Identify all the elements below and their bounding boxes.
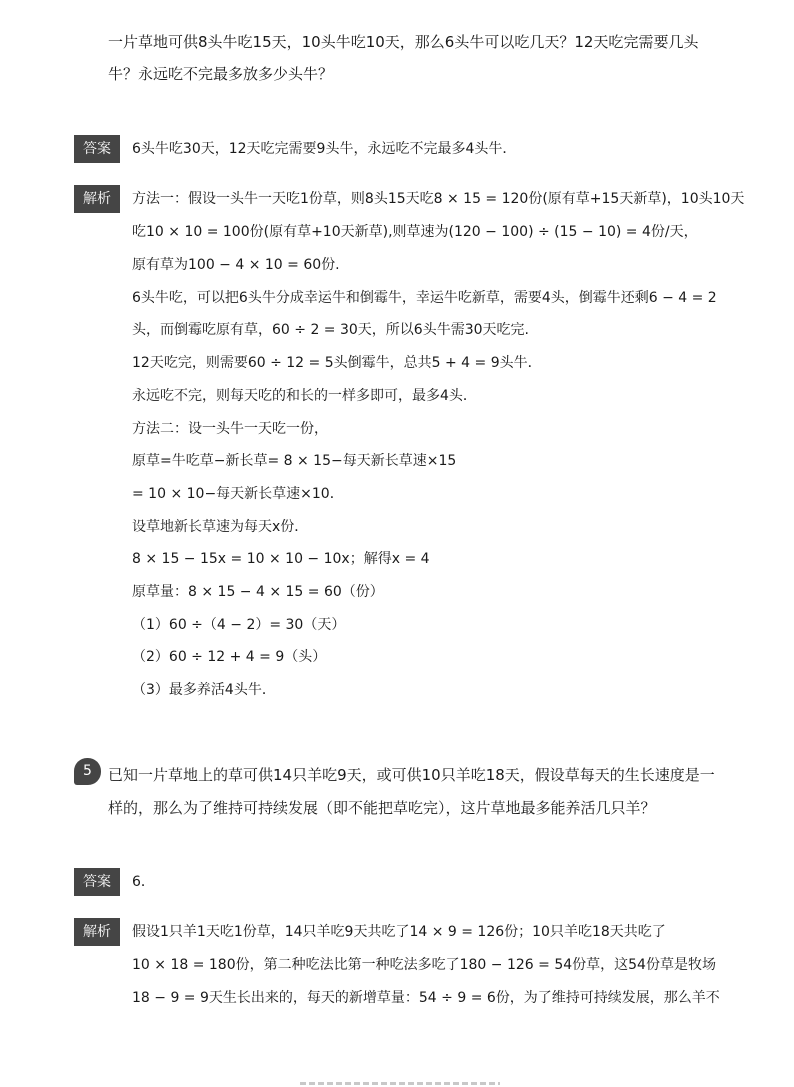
q4-answer-tag: 答案 <box>74 135 120 163</box>
q5-line-2: 样的，那么为了维持可持续发展（即不能把草吃完），这片草地最多能养活几只羊？ <box>108 799 656 817</box>
q5-number-badge: 5 <box>74 758 101 785</box>
q4-analysis-line-14: （1）60 ÷（4 − 2）= 30（天） <box>132 617 346 633</box>
q4-analysis-line-1: 方法一：假设一头牛一天吃1份草，则8头15天吃8 × 15 = 120份(原有草+15天新草)，10头10天 <box>132 191 745 207</box>
q5-analysis-line-3: 18 − 9 = 9天生长出来的，每天的新增草量：54 ÷ 9 = 6份，为了维持可持续发展，那么羊不 <box>132 990 720 1006</box>
footer-divider <box>300 1082 500 1085</box>
q4-analysis-line-15: （2）60 ÷ 12 + 4 = 9（头） <box>132 649 327 665</box>
q4-answer-text: 6头牛吃30天，12天吃完需要9头牛，永远吃不完最多4头牛． <box>132 141 517 157</box>
q5-analysis-line-1: 假设1只羊1天吃1份草，14只羊吃9天共吃了14 × 9 = 126份；10只羊吃18天共吃了 <box>132 924 666 940</box>
q5-answer-text: 6． <box>132 874 155 890</box>
q4-line-1: 一片草地可供8头牛吃15天，10头牛吃10天，那么6头牛可以吃几天？12天吃完需要几头 <box>108 33 699 51</box>
q4-analysis-line-8: 方法二：设一头牛一天吃一份， <box>132 421 328 437</box>
q4-analysis-line-11: 设草地新长草速为每天x份． <box>132 519 309 535</box>
q5-answer-tag: 答案 <box>74 868 120 896</box>
q5-analysis-line-2: 10 × 18 = 180份，第二种吃法比第一种吃法多吃了180 − 126 = 54份草，这54份草是牧场 <box>132 957 716 973</box>
q4-analysis-line-5: 头，而倒霉吃原有草，60 ÷ 2 = 30天，所以6头牛需30天吃完. <box>132 322 529 338</box>
q4-analysis-line-6: 12天吃完，则需要60 ÷ 12 = 5头倒霉牛，总共5 + 4 = 9头牛． <box>132 355 542 371</box>
q4-analysis-tag: 解析 <box>74 185 120 213</box>
q5-line-1: 已知一片草地上的草可供14只羊吃9天，或可供10只羊吃18天，假设草每天的生长速度是一 <box>108 766 715 784</box>
q4-analysis-line-16: （3）最多养活4头牛． <box>132 682 276 698</box>
q4-analysis-line-13: 原草量：8 × 15 − 4 × 15 = 60（份） <box>132 584 384 600</box>
q5-analysis-tag: 解析 <box>74 918 120 946</box>
q4-analysis-line-12: 8 × 15 − 15x = 10 × 10 − 10x；解得x = 4 <box>132 551 430 567</box>
q4-analysis-line-2: 吃10 × 10 = 100份(原有草+10天新草),则草速为(120 − 100) ÷ (15 − 10) = 4份/天， <box>132 224 698 240</box>
q4-analysis-line-7: 永远吃不完，则每天吃的和长的一样多即可，最多4头． <box>132 388 477 404</box>
q4-analysis-line-10: = 10 × 10−每天新长草速×10． <box>132 486 344 502</box>
q4-line-2: 牛？永远吃不完最多放多少头牛？ <box>108 65 334 83</box>
q4-analysis-line-3: 原有草为100 − 4 × 10 = 60份. <box>132 257 340 273</box>
q4-analysis-line-4: 6头牛吃，可以把6头牛分成幸运牛和倒霉牛，幸运牛吃新草，需要4头，倒霉牛还剩6 − 4 = 2 <box>132 290 717 306</box>
q4-analysis-line-9: 原草=牛吃草−新长草= 8 × 15−每天新长草速×15 <box>132 453 457 469</box>
